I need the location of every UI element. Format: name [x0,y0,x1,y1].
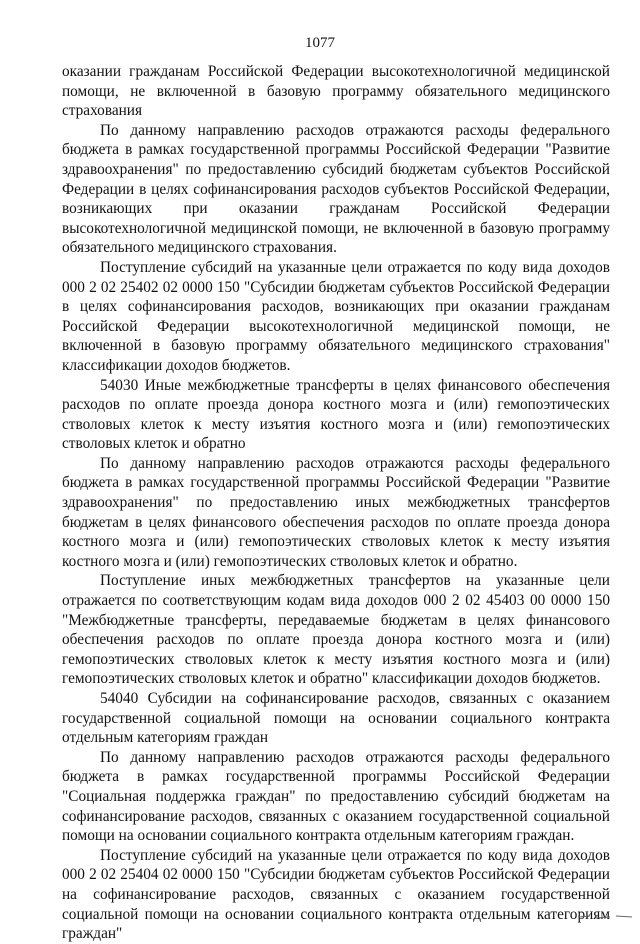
page-number: 1077 [305,35,335,51]
section-heading-54030: 54030 Иные межбюджетные трансферты в целях финансового обеспечения расходов по оплате проезда донора костного мозга и (или) гемопоэтических стволовых клеток к месту изъятия костного мозга и (или) гемопоэтических стволовых клеток и обратно [62,376,610,453]
scan-artifact [576,910,636,920]
section-heading-54040: 54040 Субсидии на софинансирование расходов, связанных с оказанием государственной социальной помощи на основании социального контракта отдельным категориям граждан [62,690,610,747]
paragraph: По данному направлению расходов отражаются расходы федерального бюджета в рамках государственной программы Российской Федерации "Социальная поддержка граждан" по предоставлению субсидий бюджетам на софинансирование расходов, связанных с оказанием государственной социальной помощи на основании социального контракта отдельным категориям граждан. [62,748,610,845]
document-body [62,62,610,944]
paragraph: Поступление субсидий на указанные цели отражается по коду вида доходов 000 2 02 25402 02 0000 150 "Субсидии бюджетам субъектов Российской Федерации в целях софинансирования расходов, возникающих при оказании гражданам Российской Федерации высокотехнологичной медицинской помощи, не включенной в базовую программу обязательного медицинского страхования" классификации доходов бюджетов. [62,258,610,374]
paragraph: Поступление иных межбюджетных трансфертов на указанные цели отражается по соответствующим кодам вида доходов 000 2 02 45403 00 0000 150 "Межбюджетные трансферты, передаваемые бюджетам в целях финансового обеспечения расходов по оплате проезда донора костного мозга и (или) гемопоэтических стволовых клеток к месту изъятия костного мозга и (или) гемопоэтических стволовых клеток и обратно" классификации доходов бюджетов. [62,572,610,688]
paragraph: По данному направлению расходов отражаются расходы федерального бюджета в рамках государственной программы Российской Федерации "Развитие здравоохранения" по предоставлению субсидий бюджетам субъектов Российской Федерации в целях софинансирования расходов субъектов Российской Федерации, возникающих при оказании гражданам Российской Федерации высокотехнологичной медицинской помощи, не включенной в базовую программу обязательного медицинского страхования. [62,121,610,257]
paragraph-continuation: оказании гражданам Российской Федерации высокотехнологичной медицинской помощи, не включенной в базовую программу обязательного медицинского страхования [62,63,610,120]
paragraph: Поступление субсидий на указанные цели отражается по коду вида доходов 000 2 02 25404 02 0000 150 "Субсидии бюджетам субъектов Российской Федерации на софинансирование расходов, связанных с оказанием государственной социальной помощи на основании социального контракта отдельным категориям граждан" [62,846,610,943]
paragraph: По данному направлению расходов отражаются расходы федерального бюджета в рамках государственной программы Российской Федерации "Развитие здравоохранения" по предоставлению иных межбюджетных трансфертов бюджетам в целях финансового обеспечения расходов по оплате проезда донора костного мозга и (или) гемопоэтических стволовых клеток к месту изъятия костного мозга и (или) гемопоэтических стволовых клеток и обратно. [62,454,610,570]
